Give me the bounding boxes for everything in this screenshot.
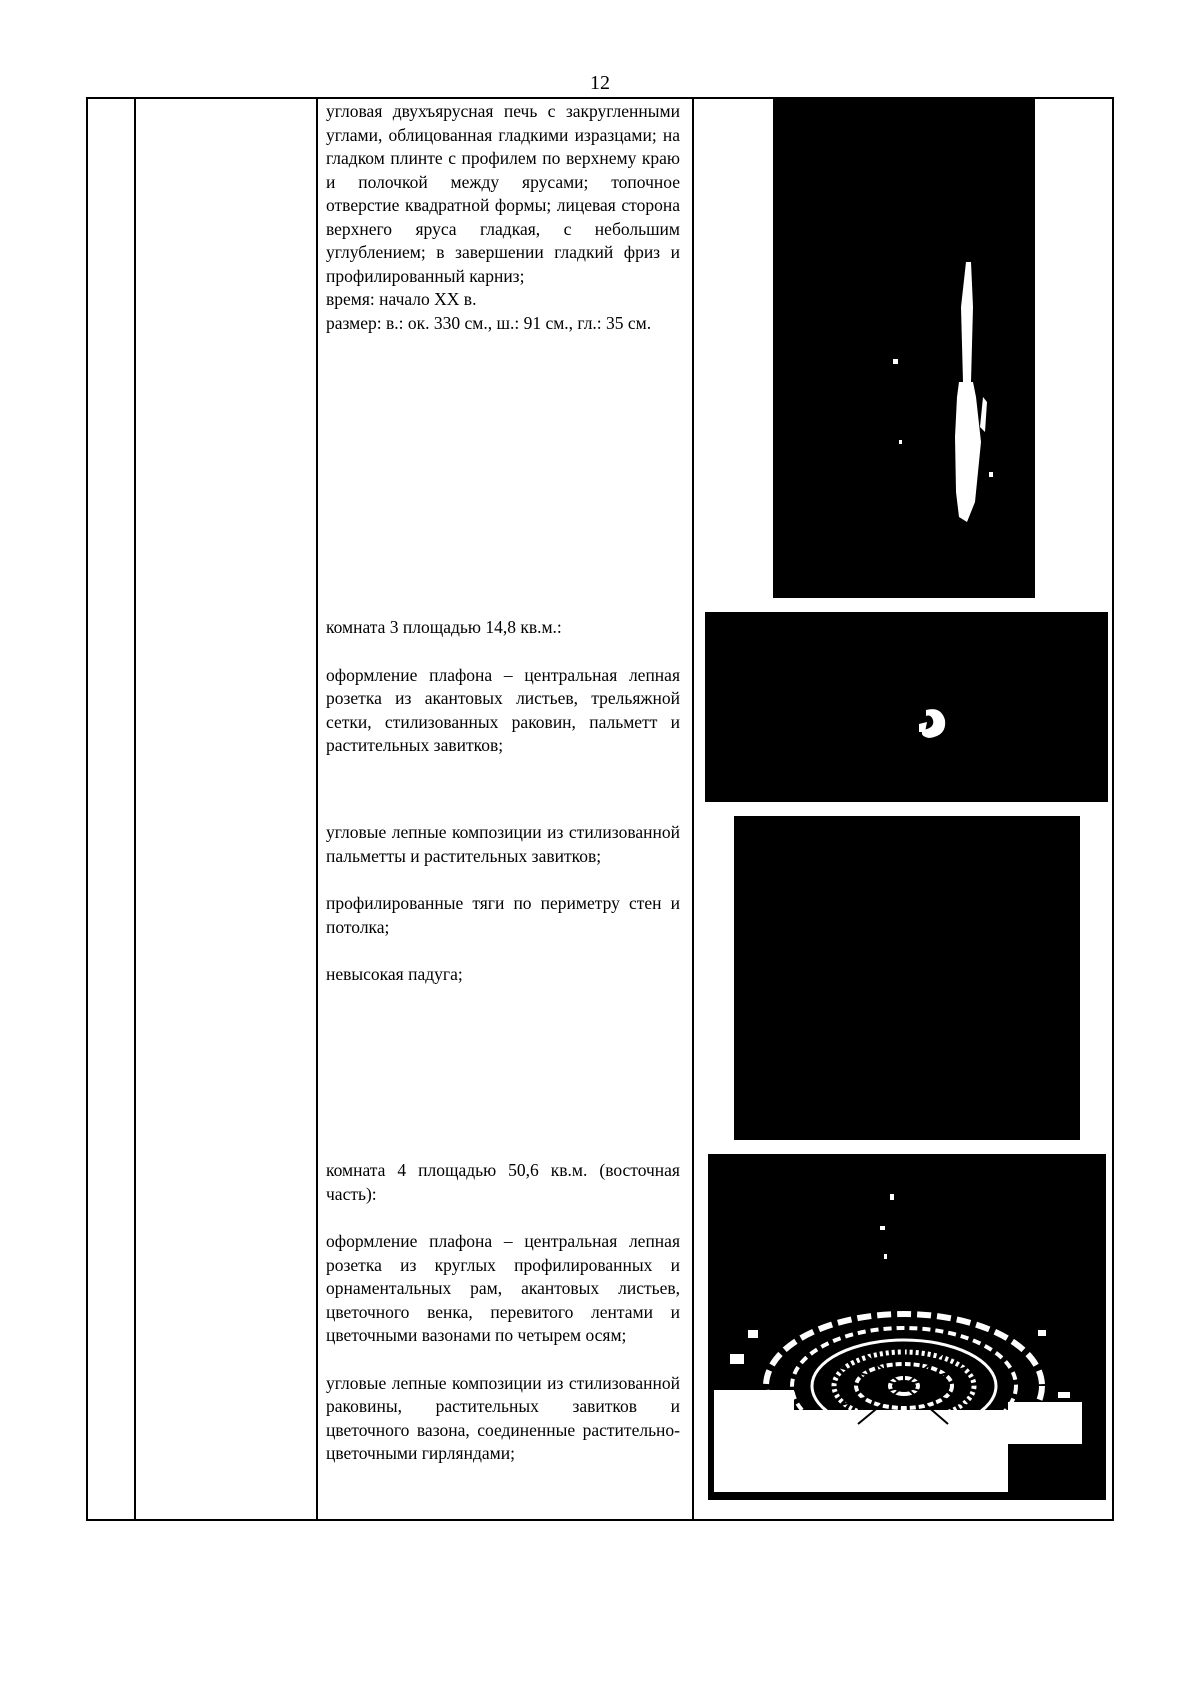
room4-ceiling-text: оформление плафона – центральная лепная розетка из круглых профилированных и орнаментальных рам, акантовых листьев, цветочного венка, перевитого лентами и цветочными вазонами по четырем осям; [326, 1231, 680, 1345]
column-divider-3 [692, 99, 694, 1519]
room4-title: комната 4 площадью 50,6 кв.м. (восточная часть): [326, 1160, 680, 1204]
page-number: 12 [590, 72, 610, 94]
corner-photo-icon [734, 816, 1080, 1140]
room3-ceiling-text: оформление плафона – центральная лепная розетка из акантовых листьев, трельяжной сетки, стилизованных раковин, пальметт и растительных завитков; [326, 664, 680, 755]
corner-composition-photo [734, 816, 1080, 1140]
stove-text: угловая двухъярусная печь с закругленными углами, облицованная гладкими изразцами; на гладком плинте с профилем по верхнему краю и полочкой между ярусами; топочное отверстие квадратной формы; лицевая сторона верхнего яруса гладкая, с небольшим углублением; в завершении гладкий фриз и профилированный карниз; [326, 101, 680, 286]
corner-text: угловые лепные композиции из стилизованной пальметты и растительных завитков; [326, 822, 680, 866]
room3-description [326, 616, 680, 758]
stove-photo-icon [773, 97, 1035, 598]
corner-description [326, 821, 680, 987]
round-rosette-photo [708, 1154, 1106, 1500]
stove-time: время: начало XX в. [326, 289, 477, 309]
room4-corner-text: угловые лепные композиции из стилизованной раковины, растительных завитков и цветочного вазона, соединенные растительно-цветочными гирляндами; [326, 1372, 680, 1463]
room4-description [326, 1159, 680, 1466]
ceiling-rosette-photo [705, 612, 1108, 802]
stove-photo [773, 97, 1035, 598]
cove-text: невысокая падуга; [326, 964, 463, 984]
column-divider-2 [316, 99, 318, 1519]
rosette-photo-icon [705, 612, 1108, 802]
stove-description [326, 100, 680, 335]
stove-size: размер: в.: ок. 330 см., ш.: 91 см., гл.: 35 см. [326, 312, 652, 333]
round-rosette-photo-icon [708, 1154, 1106, 1500]
room3-title: комната 3 площадью 14,8 кв.м.: [326, 617, 562, 637]
column-divider-1 [134, 99, 136, 1519]
moulding-text: профилированные тяги по периметру стен и потолка; [326, 893, 680, 937]
